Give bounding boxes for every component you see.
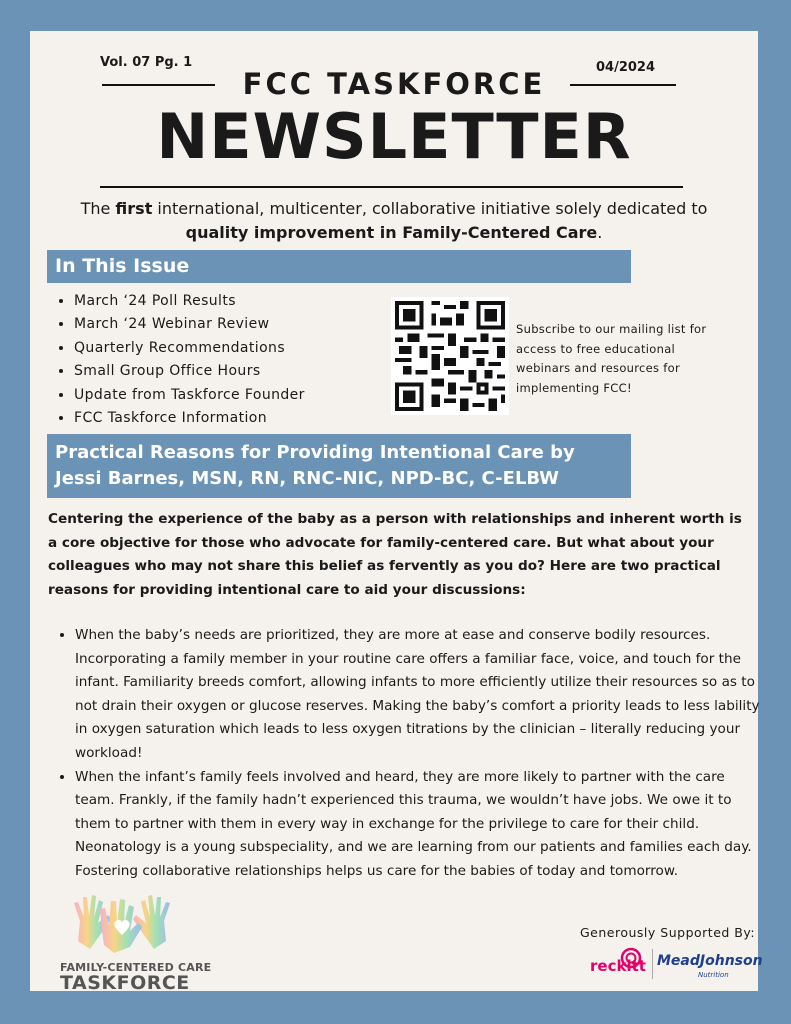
- issue-list: [56, 290, 305, 430]
- mead-johnson-logo: MeadJohnson: [657, 953, 763, 969]
- article-points: [56, 624, 765, 884]
- in-this-issue-heading: In This Issue: [47, 250, 631, 283]
- supported-by-label: Generously Supported By:: [580, 925, 756, 940]
- issue-item: • FCC Taskforce Information: [74, 407, 305, 430]
- reckitt-swirl-icon: [620, 947, 642, 969]
- issue-item: • March ‘24 Poll Results: [74, 290, 305, 313]
- subscribe-text: Subscribe to our mailing list for access to free educational webinars and resources for implementing FCC!: [516, 322, 707, 395]
- logo-line1: FAMILY-CENTERED CARE: [60, 961, 212, 974]
- logo-line2: TASKFORCE: [60, 972, 190, 994]
- sponsor-divider: [652, 949, 653, 979]
- article-heading-line1: Practical Reasons for Providing Intentional Care by: [55, 442, 575, 463]
- reckitt-logo: reckitt: [590, 957, 646, 975]
- article-heading: [47, 434, 631, 498]
- article-point: • When the infant’s family feels involved and heard, they are more likely to partner with the care team. Frankly, if the family hadn’t experienced this trauma, we wouldn’t have jobs. We owe it to them to partner with them in every way in exchange for the privilege to care for their child. Neonatology is a young subspeciality, and we are learning from our patients and families each day. Fostering collaborative relationships helps us care for the babies of today and tomorrow.: [75, 766, 765, 884]
- masthead-rule: [100, 186, 683, 188]
- issue-item: • March ‘24 Webinar Review: [74, 313, 305, 336]
- issue-item: • Quarterly Recommendations: [74, 337, 305, 360]
- issue-item: • Small Group Office Hours: [74, 360, 305, 383]
- volume-label: Vol. 07 Pg. 1: [100, 55, 193, 70]
- article-heading-line2: Jessi Barnes, MSN, RN, RNC-NIC, NPD-BC, C-ELBW: [55, 468, 560, 489]
- article-lede: Centering the experience of the baby as a person with relationships and inherent worth is a core objective for those who advocate for family-centered care. But what about your colleagues who may not share this belief as fervently as you do? Here are two practical reasons for providing intentional care to aid your discussions:: [48, 511, 742, 598]
- qr-code[interactable]: [391, 297, 509, 415]
- mead-johnson-sub: Nutrition: [698, 971, 729, 979]
- masthead-title: NEWSLETTER: [156, 100, 632, 173]
- tagline: The first international, multicenter, collaborative initiative solely dedicated to quality improvement in Family-Centered Care.: [80, 199, 708, 242]
- issue-item: • Update from Taskforce Founder: [74, 384, 305, 407]
- newsletter-page: [30, 31, 763, 994]
- issue-date: 04/2024: [596, 60, 656, 75]
- hands-heart-logo-icon: [72, 891, 172, 957]
- article-point: • When the baby’s needs are prioritized, they are more at ease and conserve bodily resources. Incorporating a family member in your routine care offers a familiar face, voice, and touch for the infant. Familiarity breeds comfort, allowing infants to more efficiently utilize their resources so as to not drain their oxygen or glucose reserves. Making the baby’s comfort a priority leads to less lability in oxygen saturation which leads to less oxygen titrations by the clinician – literally reducing your workload!: [75, 624, 765, 766]
- kicker-title: FCC TASKFORCE: [242, 67, 546, 101]
